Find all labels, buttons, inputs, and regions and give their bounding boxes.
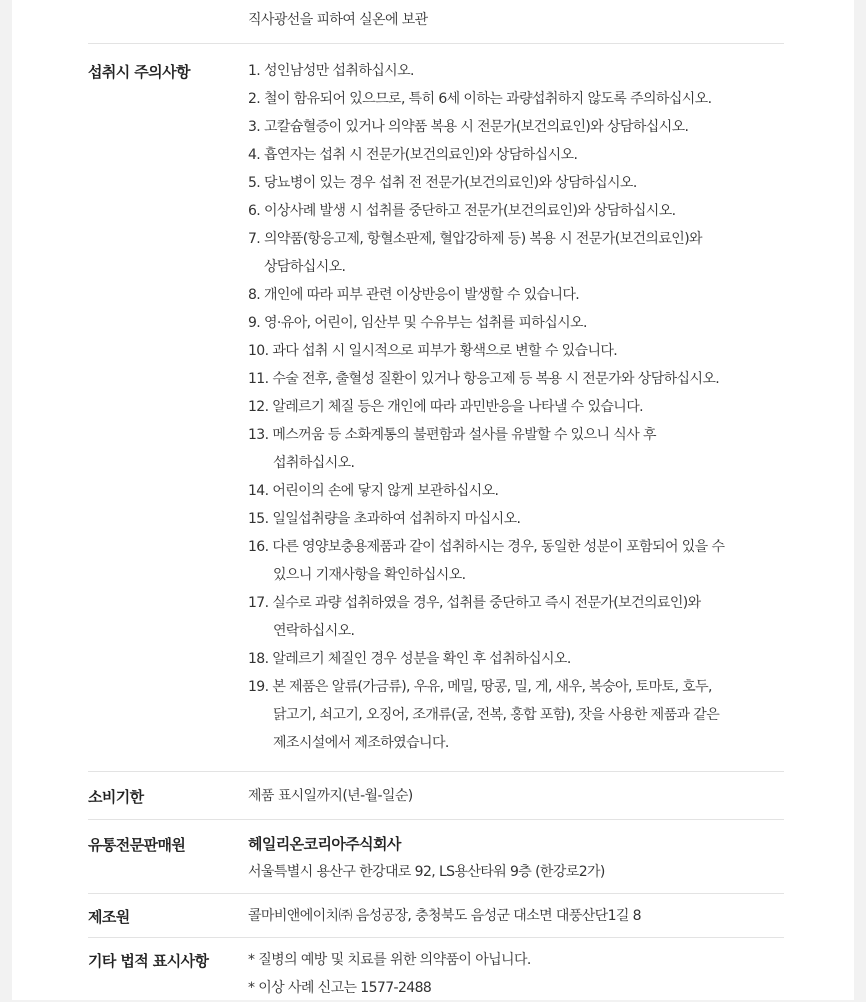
precaution-text: 18. 알레르기 체질인 경우 성분을 확인 후 섭취하십시오.	[248, 651, 571, 667]
precaution-text: 15. 일일섭취량을 초과하여 섭취하지 마십시오.	[248, 511, 521, 527]
precaution-item	[248, 309, 784, 337]
precaution-item	[248, 57, 784, 85]
distributor-label: 유통전문판매원	[88, 836, 186, 854]
precaution-item	[248, 645, 784, 673]
precaution-item	[248, 169, 784, 197]
legal-line: * 질병의 예방 및 치료를 위한 의약품이 아닙니다.	[248, 952, 531, 968]
legal-label: 기타 법적 표시사항	[88, 952, 209, 970]
precaution-text: 10. 과다 섭취 시 일시적으로 피부가 황색으로 변할 수 있습니다.	[248, 343, 618, 359]
storage-text-container	[248, 6, 784, 34]
precaution-item	[248, 337, 784, 365]
precaution-item	[248, 673, 784, 757]
expiry-text: 제품 표시일까지(년-월-일순)	[248, 788, 413, 804]
precaution-text: 9. 영·유아, 어린이, 임산부 및 수유부는 섭취를 피하십시오.	[248, 315, 587, 331]
storage-text: 직사광선을 피하여 실온에 보관	[248, 12, 428, 28]
precaution-item	[248, 365, 784, 393]
precaution-text: 16. 다른 영양보충용제품과 같이 섭취하시는 경우, 동일한 성분이 포함되어 있을 수	[248, 539, 725, 555]
precaution-item	[248, 505, 784, 533]
precaution-item	[248, 113, 784, 141]
manufacturer-text: 콜마비앤에이치㈜ 음성공장, 충청북도 음성군 대소면 대풍산단1길 8	[248, 908, 641, 924]
divider	[88, 893, 784, 894]
precaution-continuation: 섭취하십시오.	[273, 455, 355, 471]
distributor-name: 헤일리온코리아주식회사	[248, 835, 401, 853]
precaution-item	[248, 393, 784, 421]
precaution-text: 12. 알레르기 체질 등은 개인에 따라 과민반응을 나타낼 수 있습니다.	[248, 399, 643, 415]
distributor-address: 서울특별시 용산구 한강대로 92, LS용산타워 9층 (한강로2가)	[248, 864, 605, 880]
precaution-item	[248, 281, 784, 309]
precaution-item	[248, 477, 784, 505]
divider	[88, 937, 784, 938]
precaution-text: 13. 메스꺼움 등 소화계통의 불편함과 설사를 유발할 수 있으니 식사 후	[248, 427, 656, 443]
legal-content	[248, 946, 784, 1002]
precaution-item	[248, 421, 784, 477]
precautions-label: 섭취시 주의사항	[88, 63, 190, 81]
precaution-text: 17. 실수로 과량 섭취하였을 경우, 섭취를 중단하고 즉시 전문가(보건의료인)와	[248, 595, 701, 611]
precaution-text: 7. 의약품(항응고제, 항혈소판제, 혈압강하제 등) 복용 시 전문가(보건의료인)와	[248, 231, 702, 247]
legal-line: * 이상 사례 신고는 1577-2488	[248, 980, 432, 996]
precaution-continuation: 있으니 기재사항을 확인하십시오.	[273, 567, 466, 583]
precaution-text: 4. 흡연자는 섭취 시 전문가(보건의료인)와 상담하십시오.	[248, 147, 578, 163]
precaution-text: 14. 어린이의 손에 닿지 않게 보관하십시오.	[248, 483, 499, 499]
manufacturer-label: 제조원	[88, 908, 130, 926]
divider	[88, 771, 784, 772]
divider	[88, 819, 784, 820]
precaution-continuation: 닭고기, 쇠고기, 오징어, 조개류(굴, 전복, 홍합 포함), 잣을 사용한 제품과 같은	[273, 707, 720, 723]
precaution-text: 8. 개인에 따라 피부 관련 이상반응이 발생할 수 있습니다.	[248, 287, 580, 303]
precaution-item	[248, 225, 784, 281]
product-info-sheet	[12, 0, 854, 1000]
precaution-text: 3. 고칼슘혈증이 있거나 의약품 복용 시 전문가(보건의료인)와 상담하십시오.	[248, 119, 689, 135]
precaution-item	[248, 85, 784, 113]
precaution-item	[248, 589, 784, 645]
precaution-continuation: 상담하십시오.	[264, 259, 346, 275]
precaution-item	[248, 141, 784, 169]
precaution-continuation: 연락하십시오.	[273, 623, 355, 639]
manufacturer-content	[248, 902, 784, 930]
precaution-text: 2. 철이 함유되어 있으므로, 특히 6세 이하는 과량섭취하지 않도록 주의하십시오.	[248, 91, 712, 107]
precaution-text: 5. 당뇨병이 있는 경우 섭취 전 전문가(보건의료인)와 상담하십시오.	[248, 175, 637, 191]
precaution-item	[248, 533, 784, 589]
precaution-continuation: 제조시설에서 제조하였습니다.	[273, 735, 449, 751]
precaution-item	[248, 197, 784, 225]
distributor-content	[248, 830, 784, 886]
expiry-label: 소비기한	[88, 788, 144, 806]
precaution-text: 19. 본 제품은 알류(가금류), 우유, 메밀, 땅콩, 밀, 게, 새우, 복숭아, 토마토, 호두,	[248, 679, 712, 695]
divider	[88, 43, 784, 44]
precaution-text: 6. 이상사례 발생 시 섭취를 중단하고 전문가(보건의료인)와 상담하십시오.	[248, 203, 676, 219]
precautions-list	[248, 57, 784, 757]
precaution-text: 1. 성인남성만 섭취하십시오.	[248, 63, 414, 79]
precaution-text: 11. 수술 전후, 출혈성 질환이 있거나 항응고제 등 복용 시 전문가와 상담하십시오.	[248, 371, 720, 387]
expiry-content	[248, 782, 784, 810]
